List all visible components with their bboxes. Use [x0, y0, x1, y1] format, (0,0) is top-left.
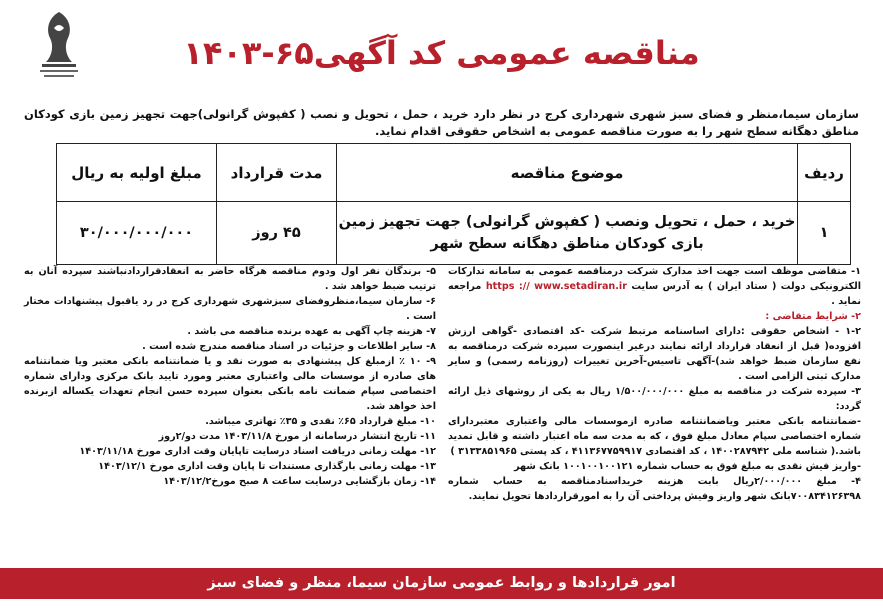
header-amount: مبلغ اولیه به ریال	[57, 144, 217, 202]
conditions-left-column	[24, 264, 436, 489]
condition-item-8: ۸- سایر اطلاعات و جزئیات در اسناد مناقصه مندرج شده است .	[142, 341, 436, 352]
condition-item-6: ۶- سازمان سیما،منظروفضای سبزشهری شهرداری کرج در رد یاقبول پیشنهادات مختار است .	[24, 296, 436, 322]
tender-table	[56, 143, 851, 265]
condition-item-13: ۱۳- مهلت زمانی بارگذاری مستندات تا پایان وقت اداری مورخ ۱۴۰۳/۱۲/۱	[98, 461, 436, 472]
condition-1-text: ۱- متقاضی موظف است جهت اخذ مدارک شرکت درمناقصه عمومی به سامانه تدارکات الکترونیکی دولت ( ستاد ایران ) به آدرس سایت	[448, 266, 862, 292]
table-header-row	[57, 144, 851, 202]
condition-item-1	[448, 264, 861, 309]
condition-item-10: ۱۰- مبلغ قرارداد ۶۵٪ نقدی و ۳۵٪ تهاتری میباشد.	[205, 416, 436, 427]
conditions-heading: ۲- شرایط متقاضی :	[765, 311, 861, 322]
condition-item-14: ۱۴- زمان بازگشایی درسایت ساعت ۸ صبح مورخ۱۴۰۳/۱۲/۲	[163, 476, 436, 487]
condition-item-11: ۱۱- تاریخ انتشار درسامانه از مورخ ۱۴۰۳/۱۱/۸ مدت دو/۲روز	[158, 431, 436, 442]
row-number: ۱	[798, 202, 851, 265]
intro-text: سازمان سیما،منظر و فضای سبز شهری شهرداری کرج در نظر دارد خرید ، حمل ، تحویل و نصب ( کفپوش گرانولی)جهت تجهیز زمین بازی کودکان مناطق دهگانه سطح شهر را به صورت مناقصه عمومی به اشخاص حقوقی اقدام نماید.	[24, 107, 859, 138]
conditions-right-column	[448, 264, 861, 504]
page-title: مناقصه عمومی کد آگهی۶۵-۱۴۰۳	[183, 34, 700, 72]
condition-item-5: ۵- برندگان نفر اول ودوم مناقصه هرگاه حاضر به انعقادقراردادنباشند سپرده آنان به ترتیب ضبط خواهد شد .	[24, 266, 436, 292]
condition-item-12: ۱۲- مهلت زمانی دریافت اسناد درسایت تاپایان وقت اداری مورخ ۱۴۰۳/۱۱/۱۸	[79, 446, 436, 457]
setadiran-link[interactable]: https :// www.setadiran.ir	[485, 281, 627, 292]
header-duration: مدت قرارداد	[217, 144, 337, 202]
header-subject: موضوع مناقصه	[337, 144, 798, 202]
condition-item-7: ۷- هزینه چاپ آگهی به عهده برنده مناقصه می باشد .	[187, 326, 436, 337]
condition-1-suffix: مراجعه نماید .	[448, 281, 861, 307]
row-subject: خرید ، حمل ، تحویل ونصب ( کفپوش گرانولی) جهت تجهیز زمین بازی کودکان مناطق دهگانه سطح شهر	[337, 202, 798, 265]
table-row	[57, 202, 851, 265]
row-duration: ۴۵ روز	[217, 202, 337, 265]
condition-item-3b: -واریز فیش نقدی به مبلغ فوق به حساب شماره ۱۰۰۱۰۰۱۰۰۱۲۱ بانک شهر	[514, 461, 861, 472]
condition-item-2-1: ۱-۲ - اشخاص حقوقی :دارای اساسنامه مرتبط شرکت -کد اقتصادی -گواهی ارزش افزوده( قبل از انعقاد قرارداد ارائه نمایند درغیر اینصورت سپرده شرکت درمناقصه به نفع سازمان ضبط خواهد شد)-آگهی تاسیس-آخرین تغییرات (روزنامه رسمی) و سایر مدارک ثبتی الزامی است .	[448, 326, 861, 382]
row-amount: ۳۰/۰۰۰/۰۰۰/۰۰۰	[57, 202, 217, 265]
condition-item-3: ۳- سپرده شرکت در مناقصه به مبلغ ۱/۵۰۰/۰۰۰/۰۰۰ ریال به یکی از روشهای ذیل ارائه گردد:	[448, 386, 862, 412]
condition-item-4: ۴- مبلغ ۲/۰۰۰/۰۰۰ریال بابت هزینه خریداسنادمناقصه به حساب شماره ۷۰۰۸۳۴۱۲۶۳۹۸بانک شهر واریز وفیش پرداختی آن را به امورقراردادها تحویل نمایند.	[448, 476, 861, 502]
condition-item-9: ۹- ۱۰ ٪ ازمبلغ کل پیشنهادی به صورت نقد و یا ضمانتنامه بانکی معتبر ویا ضمانتنامه های صادره از موسسات مالی واعتباری معتبر ومورد تایید بانک مرکزی ودارای شماره اختصاصی سپام ضمانت نامه بانکی بعنوان سپرده حسن انجام تعهدات یکساله ازبرنده اخذ خواهد شد.	[24, 356, 436, 412]
header-row-number: ردیف	[798, 144, 851, 202]
condition-item-3a: -ضمانتنامه بانکی معتبر وياضمانتنامه صادره ازموسسات مالی واعتباری معتبردارای شماره اختصاصی سپام معادل مبلغ فوق ، که به مدت سه ماه اعتبار داشته و قابل تمدید باشد.( شناسه ملی ۱۴۰۰۲۸۷۹۴۲ ، کد اقتصادی ۴۱۱۳۶۷۷۵۹۹۱۷ ، کد پستی ۳۱۳۳۸۵۱۹۶۵ )	[448, 416, 861, 457]
footer-banner: امور قراردادها و روابط عمومی سازمان سیما، منظر و فضای سبز	[0, 568, 883, 599]
